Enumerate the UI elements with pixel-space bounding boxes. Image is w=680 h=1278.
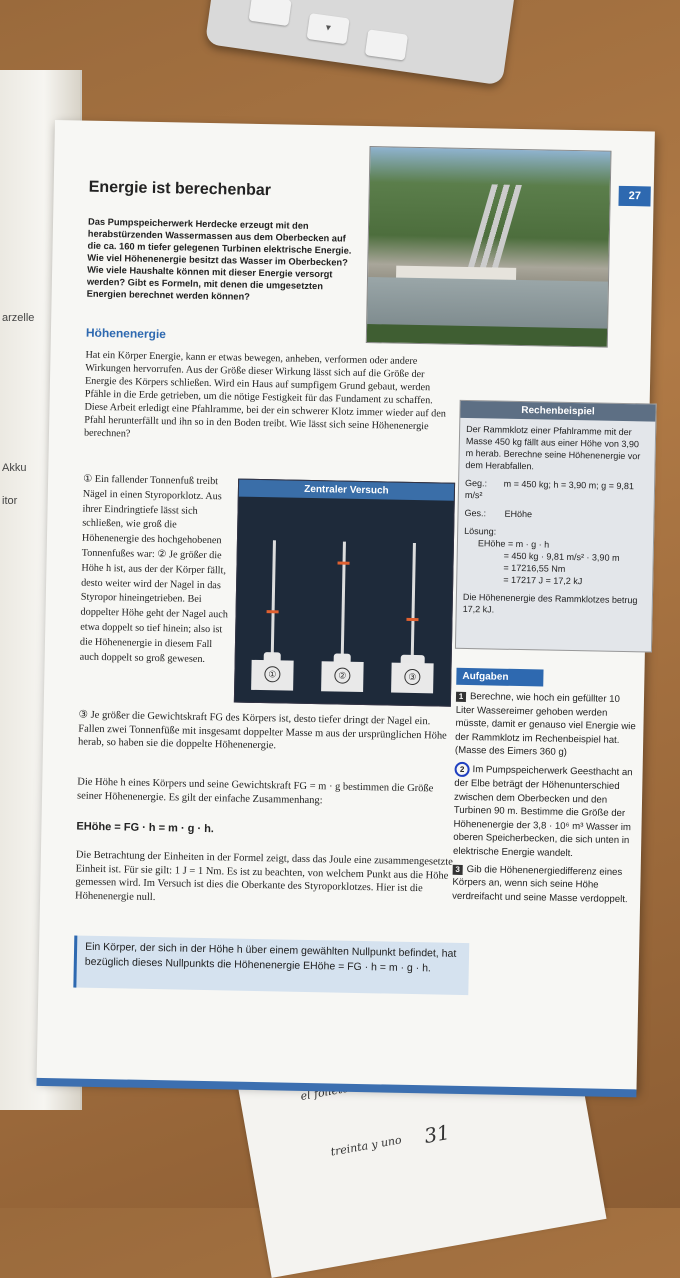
task-number-circled: 2 xyxy=(454,762,469,777)
paragraph: ③ Je größer die Gewichtskraft FG des Körpers ist, desto tiefer dringt der Nagel ein. Fallen zwei Tonnenfüße mit insgesamt doppelter Masse m aus der ursprünglichen Höhe herab, so haben sie die doppelte Höhenenergie. xyxy=(77,709,447,752)
task-item xyxy=(455,690,641,762)
experiment-figure xyxy=(234,479,455,707)
task-text: Berechne, wie hoch ein gefüllter 10 Liter Wassereimer gehoben werden müsste, damit er genauso viel Energie wie der Rammklotz im Rechenbeispiel hat. (Masse des Eimers 360 g) xyxy=(454,691,636,759)
experiment-description: ① Ein fallender Tonnenfuß treibt Nägel in einen Styroporklotz. Aus ihrer Eindringtiefe lässt sich schließen, wie groß die Höhenenergie des hochgehobenen Tonnenfußes war: ② Je größer die Höhe h ist, aus der der Körper fällt, desto weiter wird der Nagel in das Styropor hineingetrieben. Bei doppelter Höhe geht der Nagel auch etwa doppelt so tief hinein; also ist die Höhenenergie in diesem Fall auch doppelt so groß gewesen. xyxy=(79,473,229,665)
given-values: m = 450 kg; h = 3,90 m; g = 9,81 m/s² xyxy=(464,478,635,501)
paragraph: Die Betrachtung der Einheiten in der Formel zeigt, dass das Joule eine zusammengesetzte Einheit ist. Für sie gilt: 1 J = 1 Nm. Es ist zu beachten, von welchem Punkt aus die Höhe gemessen wird. Im Versuch ist dies die Oberkante des Styroporklotzes. Hier ist die Höhenenergie null. xyxy=(75,849,453,903)
solution-line: = 450 kg · 9,81 m/s² · 3,90 m xyxy=(503,550,620,563)
given-label: Geg.: xyxy=(465,477,488,489)
experiment-stage xyxy=(313,541,374,692)
experiment-title: Zentraler Versuch xyxy=(239,480,454,501)
keyboard-key xyxy=(365,29,408,60)
stage-number: ① xyxy=(264,666,280,682)
textbook-page xyxy=(37,120,655,1091)
wanted-label: Ges.: xyxy=(464,507,487,519)
left-page-label: Akku xyxy=(2,462,27,474)
section-heading: Höhenenergie xyxy=(85,325,167,342)
experiment-stage xyxy=(243,540,304,691)
task-item xyxy=(453,762,640,862)
experiment-stage xyxy=(383,542,444,693)
task-item xyxy=(452,862,638,906)
wanted-value: EHöhe xyxy=(504,508,533,520)
task-text: Gib die Höhenenergiedifferenz eines Körpers an, wenn sich seine Höhe verdreifacht und seine Masse verdoppelt. xyxy=(452,863,628,905)
brochure-text: treinta y uno xyxy=(329,1133,403,1159)
keyboard-key: ▾ xyxy=(307,13,350,44)
intro-text: Das Pumpspeicherwerk Herdecke erzeugt mit den herabstürzenden Wassermassen aus dem Oberbecken auf die ca. 160 m tiefer gelegenen Turbinen elektrische Energie. Wie viel Höhenenergie besitzt das Wasser im Oberbecken? Wie viele Haushalte können mit dieser Energie versorgt werden? Gibt es Formeln, mit denen die umgesetzten Energien berechnet werden können? xyxy=(86,216,352,302)
left-page-label: arzelle xyxy=(2,312,35,324)
summary-box: Ein Körper, der sich in der Höhe h über einem gewählten Nullpunkt befindet, hat bezüglich dieses Nullpunkts die Höhenenergie EHöhe = FG · h = m · g · h. xyxy=(73,936,469,996)
brochure-page-number: 31 xyxy=(422,1119,452,1148)
solution-line: = 17217 J = 17,2 kJ xyxy=(503,574,583,587)
task-text: Im Pumpspeicherwerk Geesthacht an der Elbe beträgt der Höhenunterschied zwischen dem Oberbecken und den Turbinen 90 m. Bestimme die Größe der Höhenenergie der 3,8 · 10⁶ m³ Wasser im oberen Speicherbecken, die sich unten in elektrische Energie wandelt. xyxy=(452,764,633,860)
left-page-label: itor xyxy=(2,495,18,507)
tasks-heading: Aufgaben xyxy=(456,668,543,687)
task-number: 3 xyxy=(453,864,463,874)
example-title: Rechenbeispiel xyxy=(460,401,655,422)
task-number: 1 xyxy=(456,692,466,702)
page-title: Energie ist berechenbar xyxy=(88,178,272,200)
paragraph: Die Höhe h eines Körpers und seine Gewichtskraft FG = m · g bestimmen die Größe seiner Höhenenergie. Es gilt der einfache Zusammenhang: xyxy=(76,776,434,806)
keyboard xyxy=(205,0,515,85)
stage-number: ③ xyxy=(404,669,420,685)
power-plant-photo xyxy=(366,146,612,348)
example-answer: Die Höhenenergie des Rammklotzes betrug 17,2 kJ. xyxy=(462,591,638,615)
stage-number: ② xyxy=(334,667,350,683)
solution-line: EHöhe = m · g · h xyxy=(477,538,550,550)
paragraph: Hat ein Körper Energie, kann er etwas bewegen, anheben, verformen oder andere Wirkungen hervorrufen. Aus der Größe dieser Wirkung lässt sich auf die Größe der Energie des Körpers schließen. Wird ein Haus auf sumpfigem Grund gebaut, werden Pfähle in die Erde getrieben, um die nötige Festigkeit für das Fundament zu schaffen. Diese Arbeit erledigt eine Pfahlramme, bei der ein schwerer Klotz immer wieder auf den Pfahl herunterfällt und ihn so in den Boden treibt. Wie lässt sich seine Höhenenergie berechnen? xyxy=(83,349,447,440)
solution-line: = 17216,55 Nm xyxy=(503,562,566,574)
keyboard-key xyxy=(248,0,291,26)
solution-label: Lösung: xyxy=(464,525,497,537)
page-number: 27 xyxy=(618,186,651,207)
calculation-example xyxy=(455,400,657,653)
tasks-list xyxy=(452,690,641,907)
main-formula: EHöhe = FG · h = m · g · h. xyxy=(76,820,215,836)
example-task: Der Rammklotz einer Pfahlramme mit der Masse 450 kg fällt aus einer Höhe von 3,90 m herab. Berechne seine Höhenenergie vor dem Herabfallen. xyxy=(465,423,641,472)
